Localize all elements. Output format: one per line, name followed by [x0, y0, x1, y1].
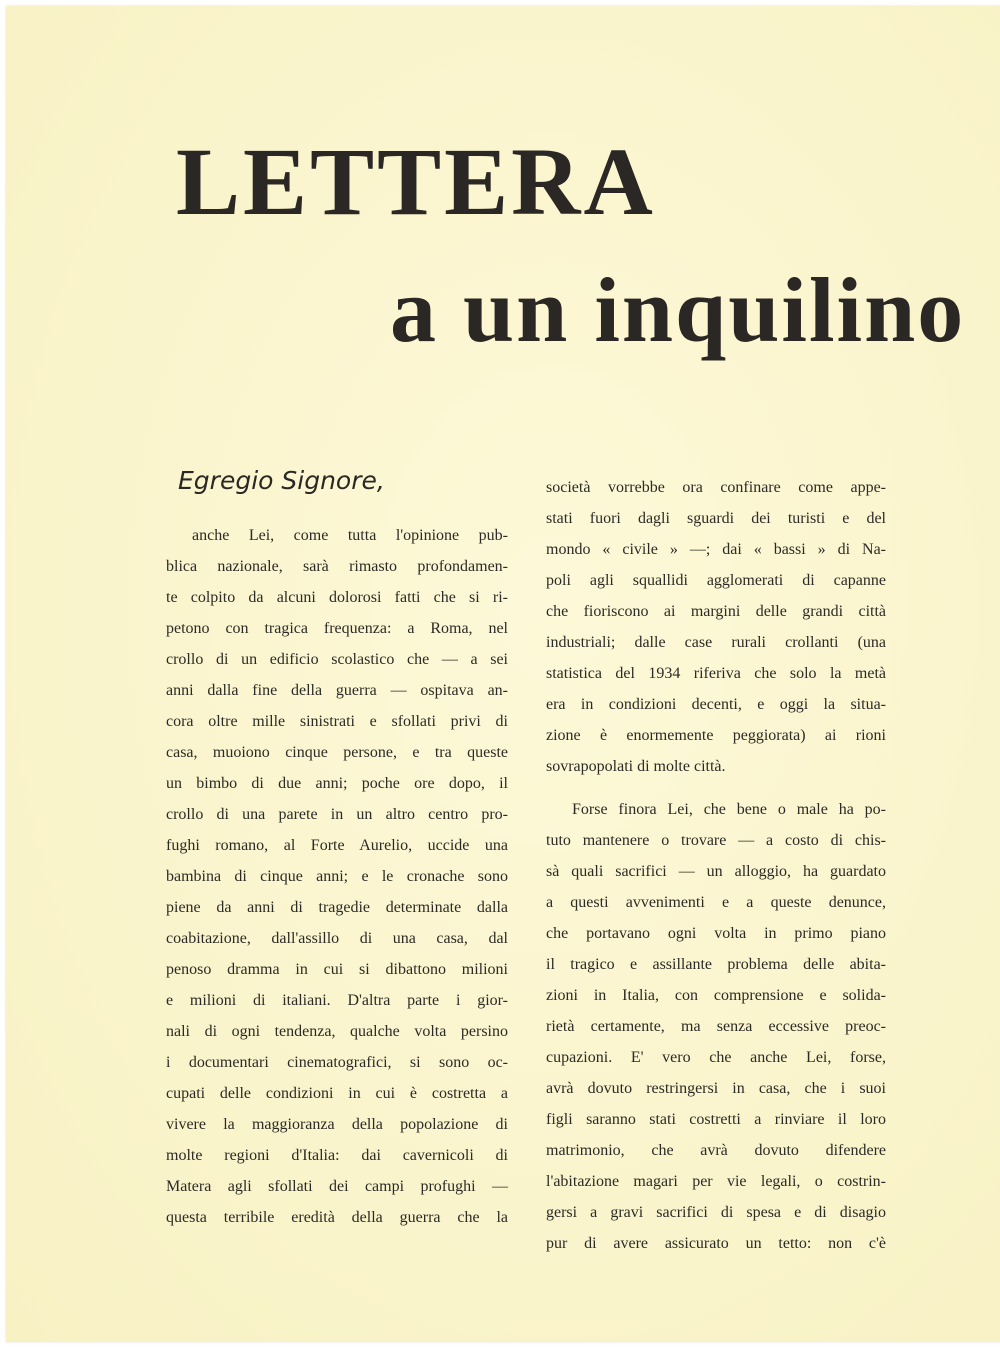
text-line: anni dalla fine della guerra — ospitava an- [166, 682, 508, 699]
left-column [166, 466, 508, 1233]
text-line: anche Lei, come tutta l'opinione pub- [192, 527, 508, 544]
text-line: sovrapopolati di molte città. [546, 758, 726, 775]
text-line: cupazioni. E' vero che anche Lei, forse, [546, 1049, 886, 1066]
text-line: te colpito da alcuni dolorosi fatti che si ri- [166, 589, 508, 606]
text-line: rietà certamente, ma senza eccessive preoc- [546, 1018, 886, 1035]
paragraph-right-1 [546, 472, 886, 782]
text-line: crollo di un edificio scolastico che — a sei [166, 651, 508, 668]
text-line: blica nazionale, sarà rimasto profondamen- [166, 558, 508, 575]
text-line: zioni in Italia, con comprensione e solida- [546, 987, 886, 1004]
text-line: cupati delle condizioni in cui è costretta a [166, 1085, 508, 1102]
text-line: industriali; dalle case rurali crollanti (una [546, 634, 886, 651]
text-line: penoso dramma in cui si dibattono milioni [166, 961, 508, 978]
text-line: Matera agli sfollati dei campi profughi — [166, 1178, 508, 1195]
text-line: avrà dovuto restringersi in casa, che i suoi [546, 1080, 886, 1097]
text-line: a questi avvenimenti e a queste denunce, [546, 894, 886, 911]
text-line: società vorrebbe ora confinare come appe- [546, 479, 886, 496]
salutation: Egregio Signore, [178, 466, 385, 495]
text-line: statistica del 1934 riferiva che solo la metà [546, 665, 886, 682]
text-line: era in condizioni decenti, e oggi la situa- [546, 696, 886, 713]
text-line: figli saranno stati costretti a rinviare il loro [546, 1111, 886, 1128]
text-line: mondo « civile » —; dai « bassi » di Na- [546, 541, 886, 558]
text-line: poli agli squallidi agglomerati di capanne [546, 572, 886, 589]
text-line: che portavano ogni volta in primo piano [546, 925, 886, 942]
text-line: matrimonio, che avrà dovuto difendere [546, 1142, 886, 1159]
text-line: un bimbo di due anni; poche ore dopo, il [166, 775, 508, 792]
text-line: molte regioni d'Italia: dai cavernicoli di [166, 1147, 508, 1164]
text-line: zione è enormemente peggiorata) ai rioni [546, 727, 886, 744]
paragraph-left [166, 520, 508, 1233]
text-line: gersi a gravi sacrifici di spesa e di disagio [546, 1204, 886, 1221]
text-line: e milioni di italiani. D'altra parte i gior- [166, 992, 508, 1009]
text-line: nali di ogni tendenza, qualche volta persino [166, 1023, 508, 1040]
text-line: tuto mantenere o trovare — a costo di chis- [546, 832, 886, 849]
paragraph-gap [546, 782, 886, 794]
text-line: sà quali sacrifici — un alloggio, ha guardato [546, 863, 886, 880]
text-line: che fioriscono ai margini delle grandi città [546, 603, 886, 620]
text-line: i documentari cinematografici, si sono oc- [166, 1054, 508, 1071]
right-column [546, 472, 886, 1259]
text-line: Forse finora Lei, che bene o male ha po- [572, 801, 886, 818]
title-sub: a un inquilino [390, 259, 966, 361]
text-line: petono con tragica frequenza: a Roma, nel [166, 620, 508, 637]
title-main: LETTERA [176, 128, 656, 235]
text-line: crollo di una parete in un altro centro pro- [166, 806, 508, 823]
text-line: fughi romano, al Forte Aurelio, uccide una [166, 837, 508, 854]
text-line: coabitazione, dall'assillo di una casa, dal [166, 930, 508, 947]
text-line: cora oltre mille sinistrati e sfollati privi di [166, 713, 508, 730]
text-line: l'abitazione magari per vie legali, o costrin- [546, 1173, 886, 1190]
text-line: bambina di cinque anni; e le cronache sono [166, 868, 508, 885]
document-page [6, 6, 1000, 1342]
text-line: casa, muoiono cinque persone, e tra queste [166, 744, 508, 761]
text-line: stati fuori dagli sguardi dei turisti e del [546, 510, 886, 527]
text-line: piene da anni di tragedie determinate dalla [166, 899, 508, 916]
text-line: pur di avere assicurato un tetto: non c'è [546, 1235, 886, 1252]
text-line: il tragico e assillante problema delle abita- [546, 956, 886, 973]
text-line: questa terribile eredità della guerra che la [166, 1209, 508, 1226]
text-line: vivere la maggioranza della popolazione di [166, 1116, 508, 1133]
paragraph-right-2 [546, 794, 886, 1259]
